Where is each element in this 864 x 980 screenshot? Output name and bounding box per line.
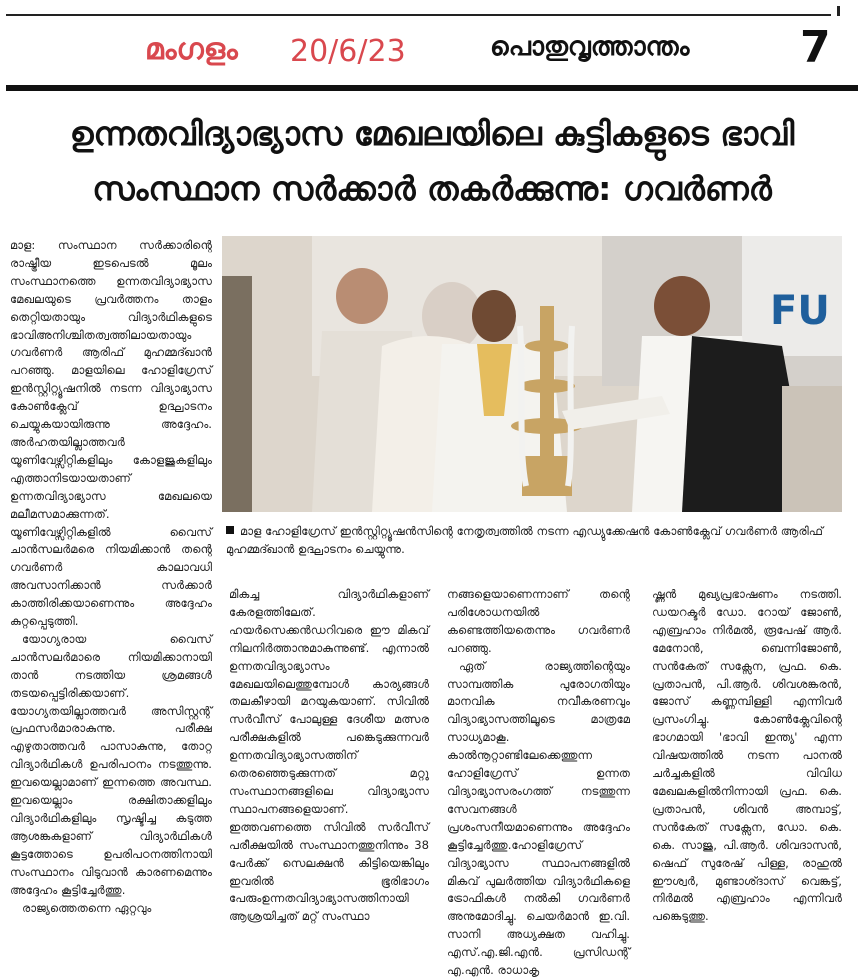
paragraph: ഷ്ണൻ മുഖ്യപ്രഭാഷണം നടത്തി. ഡയറക്ടർ ഡോ. റോയ് ജോൺ, എബ്രഹാം നിർമൽ, രൂപേഷ് ആർ. മേനോൻ, ബെന്നിജോൺ, സൻകേത് സക്സേന, പ്രഫ. കെ. പ്രതാപൻ, പി.ആർ. ശിവശങ്കരൻ, ജോസ് കണ്ണമ്പിള്ളി എന്നിവർ പ്രസംഗിച്ചു. കോൺക്ലേവിന്റെ ഭാഗമായി 'ഭാവി ഇന്ത്യ' എന്ന വിഷയത്തിൽ നടന്ന പാനൽ ചർച്ചകളിൽ വിവിധ മേഖലകളിൽനിന്നായി പ്രഫ. കെ. പ്രതാപൻ, ശിവൻ അമ്പാട്ട്, സൻകേത് സക്സേന, ഡോ. കെ. കെ. സാജു, പി.ആർ. ശിവദാസൻ, ഷെഫ് സുരേഷ് പിള്ള, രാഹുൽ ഈശ്വർ, മുണ്ടാശ്ദാസ് വെങ്കട്ട്, നിർമൽ എബ്രഹാം എന്നിവർ പങ്കെടുത്തു. (652, 587, 842, 924)
masthead-section: പൊതുവൃത്താന്തം (490, 32, 690, 62)
masthead-day: മംഗളം (145, 32, 238, 67)
paragraph: യോഗ്യരായ വൈസ് ചാൻസലർമാരെ നിയമിക്കാനായി താൻ നടത്തിയ ശ്രമങ്ങൾ തടയപ്പെട്ടിരിക്കയാണ്. യോഗ്യതയില്ലാത്തവർ അസിസ്റ്റന്റ് പ്രഫസർമാരാകുന്നു. പരീക്ഷ എഴുതാത്തവർ പാസാകുന്നു, തോറ്റ വിദ്യാർഥികൾ ഉപരിപഠനം നടത്തുന്നു. ഇവയെല്ലാമാണ് ഇന്നത്തെ അവസ്ഥ. ഇവയെല്ലാം രക്ഷിതാക്കളിലും വിദ്യാർഥികളിലും സൃഷ്ടിച്ച കടുത്ത ആശങ്കകളാണ് വിദ്യാർഥികൾ കൂട്ടത്തോടെ ഉപരിപഠനത്തിനായി സംസ്ഥാനം വിടുവാൻ കാരണമെന്നും അദ്ദേഹം കൂട്ടിച്ചേർത്തു. (10, 631, 212, 897)
headline-line-1: ഉന്നതവിദ്യാഭ്യാസ മേഖലയിലെ കുട്ടികളുടെ ഭാവി (69, 114, 795, 153)
event-photo (222, 236, 842, 512)
masthead (0, 16, 864, 86)
paragraph: മാള: സംസ്ഥാന സർക്കാരിന്റെ രാഷ്ട്രീയ ഇടപെടൽ മൂലം സംസ്ഥാനത്തെ ഉന്നതവിദ്യാഭ്യാസ മേഖലയുടെ പ്രവർത്തനം താളം തെറ്റിയതായും വിദ്യാർഥികളുടെ ഭാവിഅനിശ്ചിതത്വത്തിലായതായും ഗവർണർ ആരിഫ് മുഹമ്മദ്ഖാൻ പറഞ്ഞു. മാളയിലെ ഹോളിഗ്രേസ് ഇൻസ്റ്റിറ്റ്യൂഷനിൽ നടന്ന വിദ്യാഭ്യാസ കോൺക്ലേവ് ഉദ്ഘാടനം ചെയ്യുകയായിരുന്നു അദ്ദേഹം. അർഹതയില്ലാത്തവർ യൂണിവേഴ്സിറ്റികളിലും കോളജുകളിലും എത്താനിടയായതാണ് ഉന്നതവിദ്യാഭ്യാസ മേഖലയെ മലീമസമാക്കുന്നത്. യൂണിവേഴ്സിറ്റികളിൽ വൈസ് ചാൻസലർമരെ നിയമിക്കാൻ തന്റെ ഗവർണർ കാലാവധി അവസാനിക്കാൻ സർക്കാർ കാത്തിരിക്കയാണെന്നും അദ്ദേഹം കുറ്റപ്പെടുത്തി. (10, 238, 212, 629)
banner-text: FU (770, 288, 830, 334)
article-column-2 (229, 586, 429, 926)
paragraph: ഏത് രാജ്യത്തിന്റെയും സാമ്പത്തിക പുരോഗതിയും മാനവിക നവീകരണവും വിദ്യാഭ്യാസത്തിലൂടെ മാത്രമേ സാധ്യമാകൂ. കാൽനൂറ്റാണ്ടിലേക്കെത്തുന്ന ഹോളിഗ്രേസ് ഉന്നത വിദ്യാഭ്യാസരംഗത്ത് നടത്തുന്ന സേവനങ്ങൾ പ്രശംസനീയമാണെന്നും അദ്ദേഹം കൂട്ടിച്ചേർത്തു.ഹോളിഗ്രേസ് വിദ്യാഭ്യാസ സ്ഥാപനങ്ങളിൽ മികവ് പുലർത്തിയ വിദ്യാർഥികളെ ട്രോഫികൾ നൽകി ഗവർണർ അനുമോദിച്ചു. ചെയർമാൻ ഇ.വി. സാനി അധ്യക്ഷത വഹിച്ചു. എസ്.എ.ജി.എൻ. പ്രസിഡന്റ് എ.എൻ. രാധാകൃ (447, 658, 630, 978)
masthead-date: 20/6/23 (290, 34, 406, 69)
article-column-4 (652, 586, 842, 926)
paragraph: രാജ്യത്തെതന്നെ ഏറ്റവും (22, 900, 152, 915)
page-number: 7 (800, 22, 831, 73)
article-column-3 (447, 586, 630, 980)
top-rule-tick (837, 6, 840, 16)
caption-text: മാള ഹോളിഗ്രേസ് ഇൻസ്റ്റിറ്റ്യൂഷൻസിന്റെ നേതൃത്വത്തിൽ നടന്ന എഡ്യുക്കേഷൻ കോൺക്ലേവ് ഗവർണർ ആരിഫ് മുഹമ്മദ്ഖാൻ ഉദ്ഘാടനം ചെയ്യുന്നു. (226, 524, 824, 556)
paragraph: നങ്ങളെയാണെന്നാണ് തന്റെ പരിശോധനയിൽ കണ്ടെത്തിയതെന്നും ഗവർണർ പറഞ്ഞു. (447, 587, 630, 655)
masthead-rule (6, 85, 858, 91)
photo-caption (226, 522, 840, 558)
paragraph: മികച്ച വിദ്യാർഥികളാണ് കേരളത്തിലേത്. ഹയർസെക്കൻഡറിവരെ ഈ മികവ് നിലനിർത്താനുമാകുന്നുണ്ട്. എന്നാൽ ഉന്നതവിദ്യാഭ്യാസം മേഖലയിലെത്തുമ്പോൾ കാര്യങ്ങൾ തലകീഴായി മറയുകയാണ്. സിവിൽ സർവീസ് പോലുള്ള ദേശീയ മത്സര പരീക്ഷകളിൽ പങ്കെടുക്കുന്നവർ ഉന്നതവിദ്യാഭ്യാസത്തിന് തെരഞ്ഞെടുക്കുന്നത് മറ്റു സംസ്ഥാനങ്ങളിലെ വിദ്യാഭ്യാസ സ്ഥാപനങ്ങളെയാണ്. ഇത്തവണത്തെ സിവിൽ സർവീസ് പരീക്ഷയിൽ സംസ്ഥാനത്തുനിന്നും 38 പേർക്ക് സെലക്ഷൻ കിട്ടിയെങ്കിലും ഇവരിൽ ഭൂരിഭാഗം പേരുംഉന്നതവിദ്യാഭ്യാസത്തിനായി ആശ്രയിച്ചത് മറ്റ് സംസ്ഥാ (229, 587, 429, 924)
article-column-1 (10, 237, 212, 917)
headline-line-2: സംസ്ഥാന സർക്കാർ തകർക്കുന്നു: ഗവർണർ (92, 169, 772, 208)
caption-bullet-icon (226, 526, 234, 534)
